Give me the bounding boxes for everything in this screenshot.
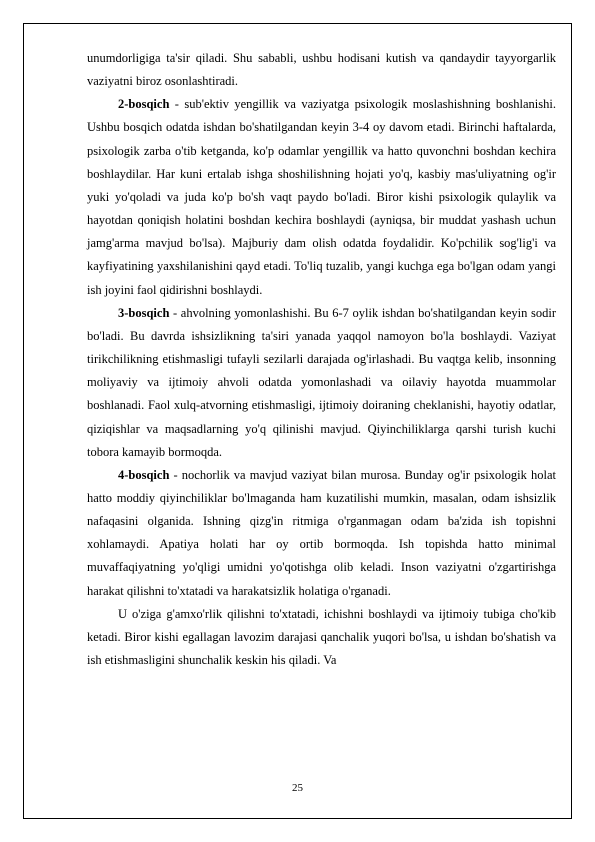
paragraph-stage-4: [87, 464, 556, 603]
stage-term: 2-bosqich: [118, 97, 170, 112]
paragraph-continuation: [87, 47, 556, 93]
paragraph-text: - sub'ektiv yengillik va vaziyatga psixologik moslashishning boshlanishi. Ushbu bosqich odatda ishdan bo'shatilgandan keyin 3-4 oy davom etadi. Birinchi haftalarda, psixologik zarba o'tib ketganda, ko'p odamlar yengillik va hatto quvonchni boshdan kechira boshlaydilar. Har kuni ertalab ishga shoshilishning hojati yo'q, kasbiy mas'uliyatning og'ir yuki yo'qoladi va juda ko'p bo'sh vaqt paydo bo'ladi. Biror kishi psixologik qulaylik va hayotdan qoniqish holatini boshdan kechira boshlaydi (ayniqsa, bir muddat yashash uchun jamg'arma mavjud bo'lsa). Majburiy dam olish odatda foydalidir. Ko'pchilik sog'lig'i va kayfiyatining yaxshilanishini qayd etadi. To'liq tuzalib, yangi kuchga ega bo'lgan odam yangi ish joyini faol qidirishni boshlaydi.: [87, 97, 556, 297]
paragraph-stage-2: [87, 93, 556, 301]
page-number: 25: [292, 782, 303, 794]
stage-term: 4-bosqich: [118, 467, 170, 482]
paragraph-text: unumdorligiga ta'sir qiladi. Shu sababli, ushbu hodisani kutish va qandaydir tayyorgarlik vaziyatni biroz osonlashtiradi.: [87, 51, 556, 89]
paragraph-text: - ahvolning yomonlashishi. Bu 6-7 oylik ishdan bo'shatilgandan keyin sodir bo'ladi. Bu davrda ishsizlikning ta'siri yanada yaqqol namoyon bo'la boshlaydi. Vaziyat tirikchilikning etishmasligi tufayli sezilarli darajada og'irlashadi. Bu vaqtga kelib, insonning moliyaviy va ijtimoiy ahvoli odatda yomonlashadi va oilaviy hayotda muammolar boshlanadi. Faol xulq-atvorning etishmasligi, ijtimoiy doiraning cheklanishi, hayotiy odatlar, qiziqishlar va maqsadlarning yo'q qilinishi mavjud. Qiyinchiliklarga qarshi turish kuchi tobora kamayib bormoqda.: [87, 305, 556, 459]
stage-term: 3-bosqich: [118, 305, 170, 320]
paragraph-closing: [87, 603, 556, 672]
document-body: [87, 47, 556, 672]
paragraph-text: U o'ziga g'amxo'rlik qilishni to'xtatadi, ichishni boshlaydi va ijtimoiy tubiga cho'kib ketadi. Biror kishi egallagan lavozim darajasi qanchalik yuqori bo'lsa, u ishdan bo'shatish va ish etishmasligini shunchalik keskin his qiladi. Va: [87, 606, 556, 668]
paragraph-text: - nochorlik va mavjud vaziyat bilan murosa. Bunday og'ir psixologik holat hatto moddiy qiyinchiliklar bo'lmaganda ham kuzatilishi mumkin, masalan, odam ishsizlik nafaqasini olganida. Ishning qizg'in ritmiga o'rganmagan odam ba'zida ish topishni xohlamaydi. Apatiya holati har oy ortib bormoqda. Ish topishda hatto minimal muvaffaqiyatning yo'qligi umidni yo'qotishga olib keladi. Inson vaziyatni o'zgartirishga harakat qilishni to'xtatadi va harakatsizlik holatiga o'rganadi.: [87, 467, 556, 598]
paragraph-stage-3: [87, 302, 556, 464]
